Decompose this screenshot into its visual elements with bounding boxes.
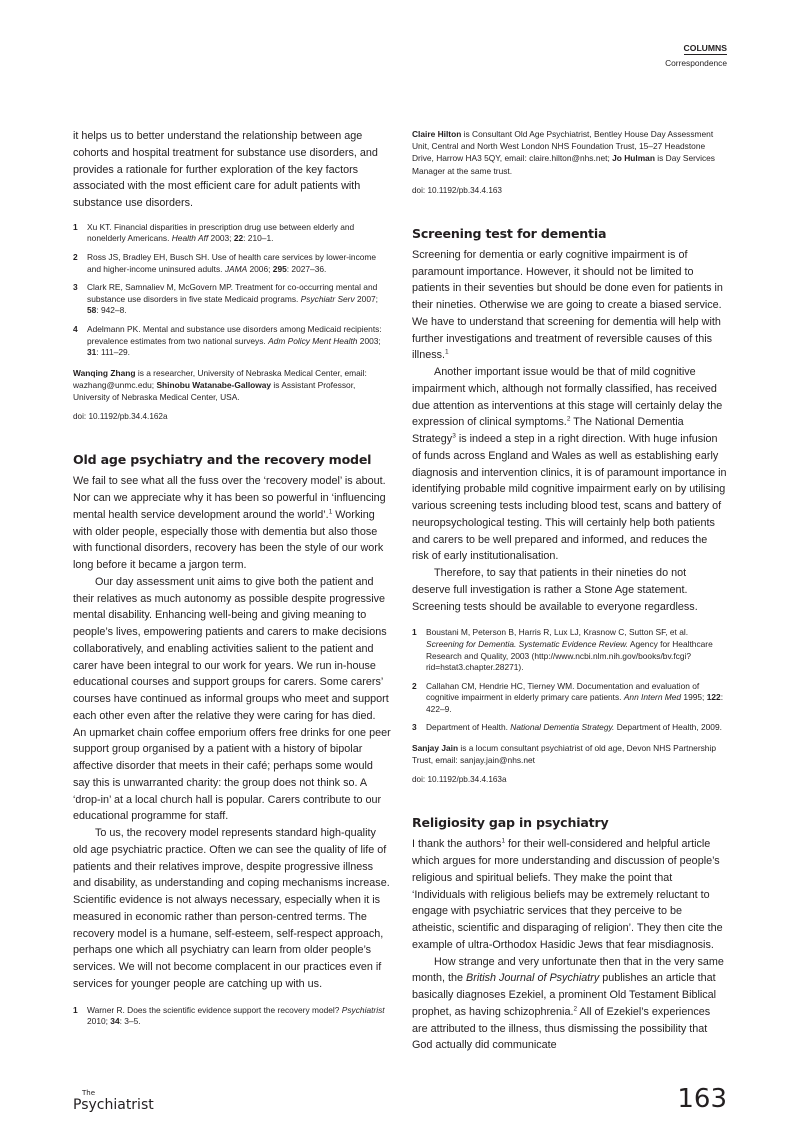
paragraph (73, 128, 391, 212)
intro-text (73, 128, 391, 212)
text-run: The National Dementia Strategy (412, 416, 684, 446)
two-column-layout (73, 128, 727, 1054)
reference-number: 3 (412, 722, 417, 733)
logo-name: Psychiatrist (73, 1097, 154, 1113)
text-run: is Assistant Professor, University of Nebraska Medical Center, USA. (73, 379, 356, 403)
text-run: Xu KT. Financial disparities in prescription drug use between elderly and nonelderly Americans. (87, 221, 355, 244)
text-run: Working with older people, especially those with dementia but also those with functional disorders, recovery has been the style of our work long before it became a jargon term. (73, 508, 384, 572)
text-run: 22 (233, 233, 244, 244)
citation-marker: 2 (566, 415, 571, 423)
text-run: 2006; (247, 263, 273, 274)
text-run: 122 (706, 692, 721, 703)
text-run: Sanjay Jain (412, 743, 459, 754)
text-run: Adm Policy Ment Health (268, 335, 358, 346)
reference-text (87, 282, 391, 317)
reference-text (426, 681, 727, 716)
text-run: 34 (110, 1016, 120, 1027)
text-run: How strange and very unfortunate then that in the very same month, the (412, 955, 724, 985)
doi[interactable]: doi: 10.1192/pb.34.4.163a (412, 775, 507, 785)
text-run: 2003; (357, 335, 381, 346)
text-run: Callahan CM, Hendrie HC, Tierney WM. Documentation and evaluation of cognitive impairment in elderly primary care patients. (426, 680, 700, 703)
page-number: 163 (677, 1084, 727, 1114)
text-run: Screening for dementia or early cognitive impairment is of paramount importance. However, it should not be limited to patients in their seventies but should be done even for patients in their nineties. Otherwise we are going to create a biased service. We have to understand that screening for dementia will help with further investigations and treatment of reversible causes of this illness. (412, 248, 723, 362)
text-run: Another important issue would be that of mild cognitive impairment which, although not formally classified, has received due attention as interventions at this stage will certainly delay the expression of clinical symptoms. (412, 366, 723, 429)
text-run: Shinobu Watanabe-Galloway (156, 379, 272, 390)
reference-number: 3 (73, 282, 78, 293)
reference-number: 2 (412, 680, 417, 691)
right-column (412, 128, 727, 1054)
text-run: : 942–8. (96, 305, 127, 316)
reference-item (73, 1005, 391, 1028)
article-body (73, 473, 391, 992)
citation-marker: 3 (452, 432, 456, 440)
text-run: : 422–9. (426, 692, 724, 714)
text-run: Claire Hilton (412, 129, 462, 139)
reference-number: 2 (73, 251, 78, 262)
text-run: is Consultant Old Age Psychiatrist, Bentley House Day Assessment Unit, Central and North West London NHS Foundation Trust, 15–27 Headstone Drive, Harrow HA3 5QY, email: claire.hilton@nhs.net; (412, 129, 714, 164)
text-run: Clark RE, Samnaliev M, McGovern MP. Treatment for co-occurring mental and substance use disorders in five state Medicaid programs. (87, 282, 378, 304)
reference-item (412, 627, 727, 673)
running-header (73, 38, 727, 68)
reference-text (426, 627, 727, 673)
text-run: Psychiatrist (341, 1004, 385, 1015)
paragraph (412, 247, 727, 364)
text-run: All of Ezekiel’s experiences are attributed to the illness, thus dismissing the possibility that God actually did communicate (412, 1005, 711, 1052)
author-byline (412, 128, 727, 177)
doi[interactable]: doi: 10.1192/pb.34.4.163 (412, 185, 502, 195)
reference-text (426, 722, 722, 734)
reference-text (87, 1005, 391, 1028)
paragraph (412, 364, 727, 565)
paragraph (412, 565, 727, 615)
text-run: is a researcher, University of Nebraska Medical Center, email: wazhang@unmc.edu; (73, 367, 367, 390)
text-run: : 3–5. (119, 1016, 141, 1027)
paragraph (412, 836, 727, 953)
text-run: JAMA (224, 263, 248, 274)
text-run: Wanqing Zhang (73, 367, 136, 378)
reference-text (87, 222, 391, 245)
text-run: Jo Hulman (612, 153, 655, 164)
text-run: Ann Intern Med (623, 692, 682, 703)
text-run: Department of Health. (426, 722, 511, 733)
text-run: 295 (272, 263, 287, 274)
text-run: for their well-considered and helpful article which argues for more understanding and discussion of people’s religious and spiritual beliefs. They make the point that ‘Individuals with religious beliefs may be extremely reluctant to engage with psychiatric services that they perceive to be atheistic, scientific and disparaging of religion’. They then cite the example of ultra-Orthodox Hasidic Jews that fear misdiagnosis. (412, 838, 723, 951)
reference-number: 1 (73, 1004, 78, 1015)
logo-the: The (82, 1089, 96, 1097)
reference-number: 1 (73, 221, 78, 232)
text-run: 2007; (354, 293, 378, 304)
text-run: Ross JS, Bradley EH, Busch SH. Use of health care services by lower-income and higher-income uninsured adults. (87, 251, 377, 274)
text-run: Health Aff (171, 233, 209, 244)
left-column (73, 128, 391, 1035)
text-run: Adelmann PK. Mental and substance use disorders among Medicaid recipients: prevalence estimates from two national surveys. (87, 323, 382, 346)
text-run: National Dementia Strategy. (510, 722, 615, 733)
text-run: 1995; (681, 692, 707, 703)
text-run: Agency for Healthcare Research and Quality, 2003 (http://www.ncbi.nlm.nih.gov/books/bv.fcgi?rid=hstat3.chapter.28271). (426, 638, 713, 673)
citation-marker: 1 (445, 348, 449, 356)
text-run: Screening for Dementia. Systematic Evidence Review. (426, 638, 629, 649)
text-run: To us, the recovery model represents standard high-quality old age psychiatric practice. Often we can see the quality of life of patients and their relatives improve, despite progressive illness and disability, as understanding and coping mechanisms increase. Scientific evidence is not always necessary, especially when it is measured in economic rather than person-centred terms. The recovery model is a humane, self-esteem, self-respect approach, perhaps one which all psychiatry can learn from older people’s services. We will not become complacent in our practices even if services for younger people are catching up with us. (73, 827, 390, 990)
author-byline (73, 367, 391, 404)
reference-item (73, 222, 391, 245)
text-run: publishes an article that basically diagnoses Ezekiel, a prominent Old Testament Biblical prophet, as having schizophrenia. (412, 972, 717, 1018)
subsection-label: Correspondence (665, 58, 727, 68)
paragraph (73, 825, 391, 993)
text-run: is a locum consultant psychiatrist of old age, Devon NHS Partnership Trust, email: sanjay.jain@nhs.net (412, 743, 716, 766)
doi[interactable]: doi: 10.1192/pb.34.4.162a (73, 412, 168, 422)
citation-marker: 2 (573, 1005, 578, 1013)
reference-list (412, 627, 727, 734)
text-run: 2003; (208, 233, 234, 244)
text-run: : 111–29. (96, 347, 131, 358)
reference-item (73, 324, 391, 359)
text-run: We fail to see what all the fuss over the ‘recovery model’ is about. Nor can we appreciate why it has been so powerful in ‘influencing mental health service development around the world’. (73, 475, 386, 521)
text-run: is Day Services Manager at the same trust. (412, 153, 715, 176)
text-run: it helps us to better understand the relationship between age cohorts and hospital treatment for substance use disorders, and provides a rationale for further exploration of the key factors associated with the most efficient care for adult patients with substance use disorders. (73, 130, 378, 209)
text-run: Warner R. Does the scientific evidence support the recovery model? (87, 1004, 342, 1015)
reference-item (412, 681, 727, 716)
citation-marker: 1 (328, 508, 333, 516)
text-run: Therefore, to say that patients in their nineties do not deserve full investigation is rather a Stone Age statement. Screening tests should be available to everyone regardless. (412, 567, 698, 613)
text-run: 31 (87, 347, 97, 358)
article-title: Old age psychiatry and the recovery model (73, 452, 372, 468)
paragraph (73, 473, 391, 574)
text-run: Our day assessment unit aims to give both the patient and their relatives as much autonomy as possible despite progressive mental disability. Enhancing well-being and giving meaning to people’s lives, empowering patients and carers to make decisions collaboratively, and enabling activities salient to the patient and carer have been integral to our work for years. We run in-house educational courses and support groups for carers. Some carers’ courses have continued as informal groups who meet and support each other even after the relative they were caring for has died. An upmarket chain coffee emporium offers free drinks for one peer support group organised by a patient with a history of bipolar affective disorder that meets in their café; perhaps some would say this is unwarranted charity: the group does not think so. A ‘drop-in’ at a local church hall is popular. Carers contribute to our educational programme for staff. (73, 575, 391, 823)
reference-item (412, 722, 727, 734)
reference-text (87, 252, 391, 275)
text-run: is indeed a step in a right direction. With huge infusion of funds across England and Wales as well as establishing early diagnosis and intervention clinics, it is of paramount importance in identifying probable mild cognitive impairment early on by utilising various screening tests including blood test, scans and battery of neuropsychological testing. This will certainly help both patients and carers to be well prepared and informed, and reduces the risk of early institutionalisation. (412, 433, 727, 563)
text-run: Psychiatr Serv (300, 293, 355, 304)
reference-item (73, 252, 391, 275)
text-run: I thank the authors (412, 838, 502, 851)
text-run: British Journal of Psychiatry (466, 972, 600, 985)
section-label: COLUMNS (683, 43, 727, 53)
article-body (412, 836, 727, 1054)
citation-marker: 1 (501, 837, 506, 845)
paragraph (73, 574, 391, 825)
reference-number: 1 (412, 627, 417, 638)
text-run: 2010; (87, 1016, 111, 1027)
reference-list (73, 1005, 391, 1028)
text-run: Department of Health, 2009. (614, 722, 722, 733)
text-run: Boustani M, Peterson B, Harris R, Lux LJ, Krasnow C, Sutton SF, et al. (426, 627, 689, 638)
text-run: : 210–1. (243, 233, 274, 244)
author-byline (412, 742, 727, 766)
page-footer (73, 1071, 727, 1113)
journal-logo (73, 1091, 154, 1113)
reference-number: 4 (73, 323, 78, 334)
reference-text (87, 324, 391, 359)
reference-item (73, 282, 391, 317)
article-title: Religiosity gap in psychiatry (412, 815, 609, 831)
paragraph (412, 954, 727, 1055)
text-run: : 2027–36. (286, 263, 327, 274)
text-run: 58 (87, 305, 97, 316)
article-title: Screening test for dementia (412, 225, 607, 241)
article-body (412, 247, 727, 616)
reference-list (73, 222, 391, 359)
